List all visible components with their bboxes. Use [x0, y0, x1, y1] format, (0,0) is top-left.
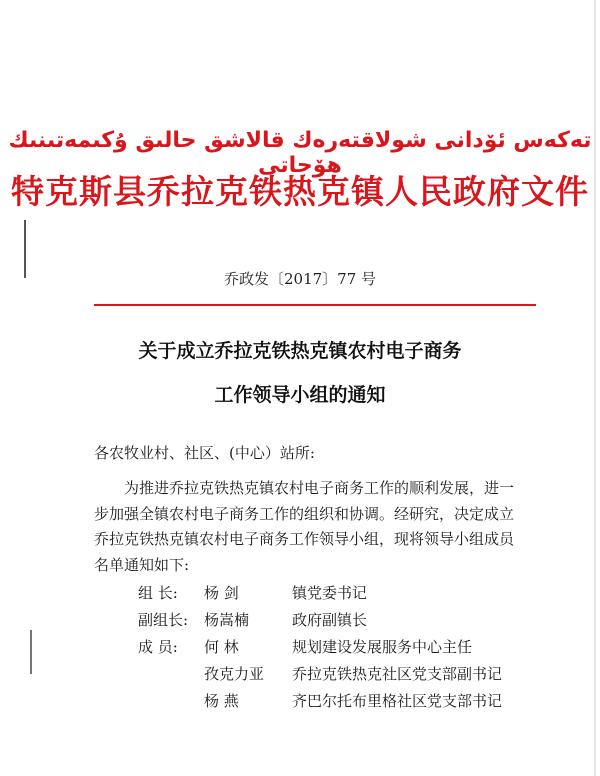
leadership-roster: [94, 582, 554, 717]
paragraph-line: 乔拉克铁热克镇农村电子商务工作领导小组，现将领导小组成员: [94, 530, 515, 548]
roster-name: 孜克力亚: [204, 665, 265, 683]
roster-role: 副组长:: [138, 611, 189, 629]
roster-name: 杨 剑: [204, 584, 239, 602]
roster-title: 乔拉克铁热克社区党支部副书记: [292, 665, 503, 683]
roster-role: 组 长:: [138, 584, 178, 602]
subject-line-1: 关于成立乔拉克铁热克镇农村电子商务: [138, 340, 462, 362]
body-paragraph: [94, 476, 542, 578]
salutation: 各农牧业村、社区、(中心）站所:: [94, 444, 315, 462]
roster-title: 齐巴尔托布里格社区党支部书记: [292, 692, 503, 710]
roster-name: 杨 燕: [204, 692, 239, 710]
government-document-title: 特克斯县乔拉克铁热克镇人民政府文件: [11, 172, 589, 211]
roster-name: 杨嵩楠: [204, 611, 250, 629]
roster-row: [94, 582, 554, 609]
subject-line-2: 工作领导小组的通知: [214, 384, 386, 406]
scan-edge-mark: [30, 630, 32, 674]
roster-title: 镇党委书记: [292, 584, 368, 602]
document-number: 乔政发〔2017〕77 号: [223, 270, 377, 288]
roster-title: 规划建设发展服务中心主任: [292, 638, 473, 656]
paragraph-line: 为推进乔拉克铁热克镇农村电子商务工作的顺利发展，进一: [124, 479, 515, 497]
roster-row: [94, 636, 554, 663]
roster-row: [94, 609, 554, 636]
paragraph-line: 名单通知如下:: [94, 555, 190, 574]
roster-role: 成 员:: [138, 638, 178, 656]
paragraph-line: 步加强全镇农村电子商务工作的组织和协调。经研究，决定成立: [94, 504, 515, 523]
roster-name: 何 林: [204, 638, 239, 656]
red-separator-line: [94, 304, 536, 306]
roster-row: [94, 690, 554, 717]
roster-title: 政府副镇长: [292, 611, 368, 629]
uyghur-header-title: تەكەس ئۆدانى شولاقتەرەك قالاشق حالىق ۇكىمەتىنىك ھۆجاتى: [8, 128, 592, 178]
roster-row: [94, 663, 554, 690]
